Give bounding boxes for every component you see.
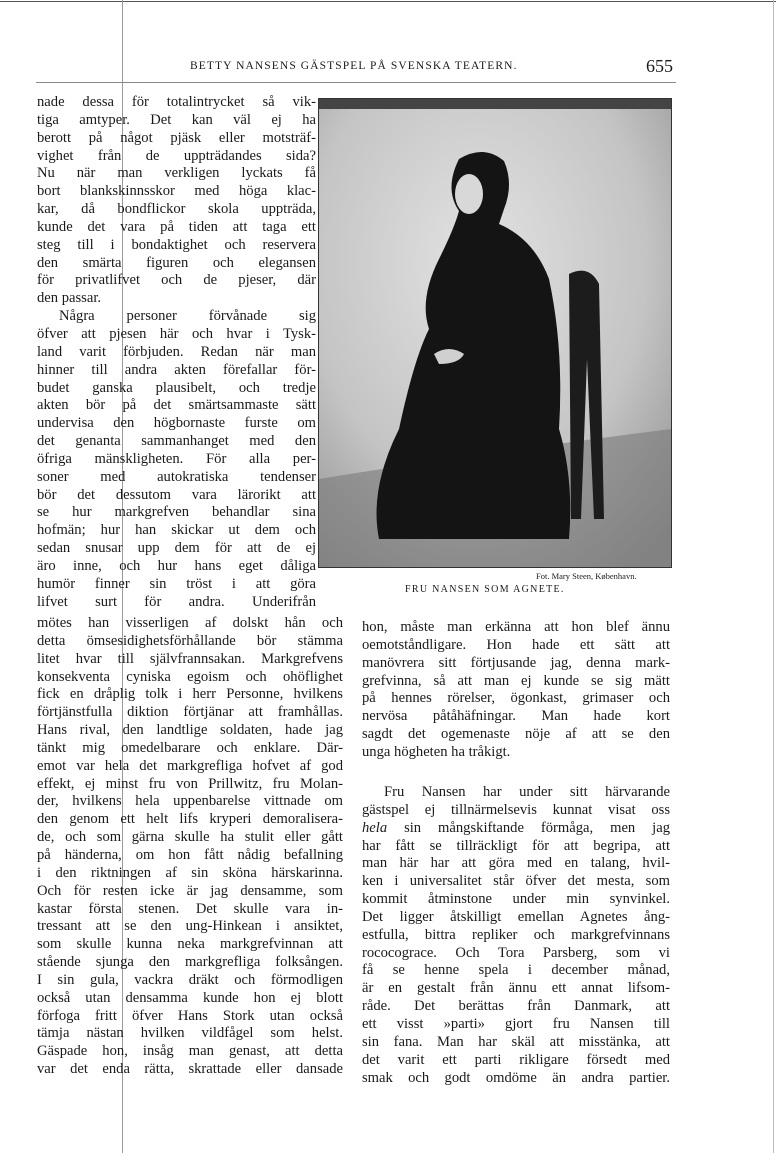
text-line: mötes han visserligen af dolskt hån och — [37, 615, 343, 631]
left-column-top — [37, 94, 316, 611]
text-line: sedan snusar upp dem för att de ej — [37, 540, 316, 557]
text-line: Det ligger åtskilligt emellan Agnetes ång- — [362, 908, 670, 925]
text-line: tiga amtyper. Det kan väl ej ha — [37, 111, 316, 128]
text-line: rococograce. Och Tora Parsberg, som vi — [362, 944, 670, 961]
text-line: det varit ett parti rikligare försedt med — [362, 1051, 670, 1068]
text-line: man här har att göra med en talang, hvil- — [362, 855, 670, 872]
text-line: också utan densamma kunde hon ej blott — [37, 989, 343, 1006]
text-line: vighet från de uppträdandes sida? — [37, 147, 316, 164]
text-line: var det enda rätta, skrattade eller dansade — [37, 1061, 343, 1078]
left-column-bottom — [37, 615, 343, 1079]
text-line: Fru Nansen har under sitt härvarande — [384, 784, 670, 800]
text-line: öfriga mänskligheten. För alla per- — [37, 450, 316, 467]
text-line: den smärta figuren och elegansen — [37, 254, 316, 271]
text-line: det genanta sammanhanget med den — [37, 433, 316, 450]
text-line-rest: sin mångskiftande förmåga, men jag — [387, 819, 670, 836]
text-line: konsekventa cyniska egoism och ohöflighet — [37, 668, 343, 685]
text-line: kommit åtminstone under min synvinkel. — [362, 891, 670, 908]
text-line: ett visst »parti» gjort fru Nansen till — [362, 1015, 670, 1032]
text-line: Några personer förvånade sig — [59, 308, 316, 325]
text-line: Hans rival, den landtlige soldaten, hade jag — [37, 722, 343, 739]
text-line: nervösa påtåhäfningar. Man hade kort — [362, 708, 670, 725]
text-line: tänkt mig omedelbarare och enklare. Där- — [37, 739, 343, 756]
text-line: humör finner sin tröst i att göra — [37, 575, 316, 592]
text-line: kar, då bondflickor skola uppträda, — [37, 201, 316, 218]
text-line: den passar. — [37, 290, 102, 307]
text-line: berott på något pjäsk eller motsträf- — [37, 129, 316, 146]
text-line: gästspel ej tillnärmelsevis kunnat visat oss — [362, 801, 670, 818]
text-line: Gäspade hon, insåg man genast, att detta — [37, 1043, 343, 1060]
text-line: se hur markgrefven behandlar sina — [37, 504, 316, 521]
text-line: på hennes rörelser, ögonkast, grimaser och — [362, 690, 670, 707]
text-line: kunde det vara på tiden att taga ett — [37, 218, 316, 235]
italic-emphasis: hela — [362, 819, 388, 836]
text-line: sagdt det ogemenaste nöje af att se den — [362, 726, 670, 743]
text-line: den genom ett helt lifs kryperi demoralisera- — [37, 811, 343, 828]
text-line: förfoga fritt öfver Hans Stork utan också — [37, 1007, 343, 1024]
scan-top-border — [0, 1, 776, 2]
text-line: steg till i bondaktighet och reservera — [37, 236, 316, 253]
text-line: äro inne, och hur hans eget dåliga — [37, 557, 316, 574]
photo-caption: FRU NANSEN SOM AGNETE. — [405, 584, 565, 595]
text-line: estfulla, bittra repliker och markgrefvinnans — [362, 926, 670, 943]
photograph-fru-nansen — [318, 98, 672, 568]
header-rule — [36, 82, 676, 83]
text-line: lifvet surt för andra. Underifrån — [37, 593, 316, 610]
text-line: ken i universalitet står öfver det mesta, som — [362, 873, 670, 890]
text-line: fick en dråplig tolk i herr Personne, hvilkens — [37, 686, 343, 703]
text-line: har fått se tillräckligt för att begripa, att — [362, 837, 670, 854]
text-line: de, och som gärna skulle ha stulit eller gått — [37, 829, 343, 846]
text-line: Nu när man verkligen lyckats få — [37, 165, 316, 182]
scan-right-edge — [773, 0, 774, 1153]
text-line: effekt, ej minst fru von Prillwitz, fru Molan- — [37, 775, 343, 792]
text-line: grefvinna, så att man ej kunde se sig mätt — [362, 672, 670, 689]
right-column-bottom — [362, 784, 670, 1087]
text-line: är en gestalt från ännu ett annat lifsom- — [362, 980, 670, 997]
text-line: bör det dessutom vara lärorikt att — [37, 486, 316, 503]
text-line: smak och godt omdöme än andra partier. — [362, 1069, 670, 1086]
text-line: oemotståndligare. Hon hade ett sätt att — [362, 636, 670, 653]
text-line: der, hvilkens hela uppenbarelse vittnade om — [37, 793, 343, 810]
text-line: stående sjunga den markgrefliga folksången. — [37, 954, 343, 971]
text-line: råde. Det berättas från Danmark, att — [362, 998, 670, 1015]
text-line: Och för resten icke är jag densamme, som — [37, 882, 343, 899]
text-line: detta ömsesidighetsförhållande bör stämma — [37, 632, 343, 649]
text-line: budet ganska plausibelt, och tredje — [37, 379, 316, 396]
text-line: förtjänstfulla diktion förtjänar att framhållas. — [37, 704, 343, 721]
text-line: bort blankskinnsskor med höga klac- — [37, 183, 316, 200]
text-line: manövrera sitt förtjusande jag, denna mark- — [362, 654, 670, 671]
text-line: hinner till andra akten förefallar för- — [37, 361, 316, 378]
page-number: 655 — [646, 56, 673, 76]
text-line: få se henne spela i december månad, — [362, 962, 670, 979]
text-line: tressant att se den ung-Hinkean i ansiktet, — [37, 918, 343, 935]
text-line — [362, 820, 670, 838]
text-line: I sin gula, vackra dräkt och förmodligen — [37, 971, 343, 988]
photo-credit: Fot. Mary Steen, København. — [536, 571, 637, 581]
text-line: land varit förbjuden. Redan när man — [37, 343, 316, 360]
text-line: litet hvar till självfrannsakan. Markgrefvens — [37, 650, 343, 667]
text-line: öfver att pjesen här och hvar i Tysk- — [37, 325, 316, 342]
text-line: tämja nästan hvilken vildfågel som helst. — [37, 1025, 343, 1042]
text-line: akten bör på det smärtsammaste sätt — [37, 397, 316, 414]
text-line: hon, måste man erkänna att hon blef ännu — [362, 619, 670, 635]
text-line: soner med autokratiska tendenser — [37, 468, 316, 485]
text-line: sin fana. Man har skäl att misstänka, att — [362, 1033, 670, 1050]
seated-woman-photo — [319, 99, 671, 567]
text-line: kastar första stenen. Det skulle vara in- — [37, 900, 343, 917]
running-header: BETTY NANSENS GÄSTSPEL PÅ SVENSKA TEATERN. — [190, 60, 518, 72]
text-line: undervisa den högbornaste furste om — [37, 415, 316, 432]
text-line: på händerna, om hon fått nådig befallning — [37, 846, 343, 863]
text-line: emot var hela det markgrefliga hofvet af god — [37, 757, 343, 774]
text-line: nade dessa för totalintrycket så vik- — [37, 94, 316, 110]
text-line: unga högheten ha tråkigt. — [362, 743, 511, 760]
text-line: för privatlifvet och de pjeser, där — [37, 272, 316, 289]
right-column-top — [362, 619, 670, 762]
text-line: som skulle kunna neka markgrefvinnan att — [37, 936, 343, 953]
text-line: i den riktningen af sin sköna härskarinna. — [37, 864, 343, 881]
text-line: hofmän; hur han skickar ut dem och — [37, 522, 316, 539]
